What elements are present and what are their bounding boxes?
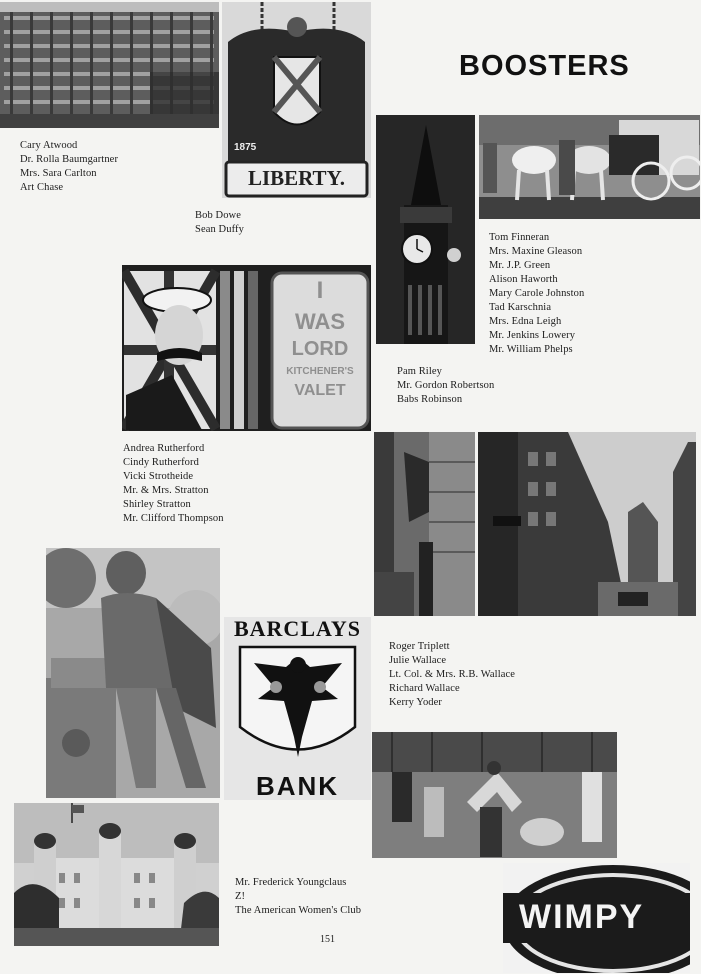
- booster-names-group-2: [195, 209, 244, 237]
- lord-kitchener-sign-photo: [122, 265, 371, 431]
- booster-name: Mrs. Sara Carlton: [20, 168, 97, 179]
- children-playing-photo: [372, 732, 617, 858]
- booster-name: Lt. Col. & Mrs. R.B. Wallace: [389, 669, 516, 680]
- booster-name: Alison Haworth: [489, 274, 558, 285]
- booster-name: Mr. Jenkins Lowery: [489, 330, 576, 341]
- booster-name: The American Women's Club: [235, 905, 362, 916]
- booster-name: Art Chase: [20, 182, 64, 193]
- booster-name: Mr. William Phelps: [489, 344, 573, 355]
- horse-carriage-photo: [479, 115, 700, 219]
- building-photo: [0, 2, 219, 128]
- booster-name: Dr. Rolla Baumgartner: [20, 154, 119, 165]
- lord-sign-line: WAS: [294, 309, 346, 334]
- booster-name: Vicki Strotheide: [123, 471, 194, 482]
- booster-name: Z!: [235, 891, 246, 902]
- liberty-year: 1875: [234, 142, 257, 153]
- wimpy-sign-photo: [503, 863, 690, 973]
- lord-sign-line: VALET: [294, 382, 346, 399]
- big-ben-photo: [376, 115, 475, 344]
- booster-names-group-1: [20, 139, 118, 195]
- booster-name: Roger Triplett: [389, 641, 450, 652]
- booster-name: Mr. J.P. Green: [489, 260, 551, 271]
- wimpy-sign-text: WIMPY: [519, 898, 645, 936]
- barclays-bank-sign-photo: [224, 617, 371, 800]
- lord-sign-text: [274, 279, 366, 399]
- booster-name: Tad Karschnia: [489, 302, 552, 313]
- booster-name: Bob Dowe: [195, 210, 242, 221]
- booster-name: Mrs. Edna Leigh: [489, 316, 562, 327]
- booster-name: Andrea Rutherford: [123, 443, 205, 454]
- booster-name: Mr. Frederick Youngclaus: [235, 877, 347, 888]
- booster-name: Babs Robinson: [397, 394, 463, 405]
- booster-name: Sean Duffy: [195, 224, 244, 235]
- page-title: BOOSTERS: [459, 50, 630, 82]
- booster-name: Pam Riley: [397, 366, 442, 377]
- booster-names-group-5: [123, 442, 224, 526]
- booster-names-group-3: [489, 231, 584, 357]
- lord-sign-line: LORD: [291, 338, 349, 360]
- booster-name: Kerry Yoder: [389, 697, 443, 708]
- liberty-sign-text: LIBERTY.: [247, 166, 346, 190]
- booster-name: Cindy Rutherford: [123, 457, 199, 468]
- statue-photo: [46, 548, 220, 798]
- booster-name: Tom Finneran: [489, 232, 550, 243]
- booster-name: Julie Wallace: [389, 655, 447, 666]
- barclays-sign-top: BARCLAYS: [233, 617, 361, 641]
- lord-sign-line: KITCHENER'S: [286, 366, 354, 377]
- barclays-sign-bottom: BANK: [255, 771, 340, 800]
- london-street-photo: [478, 432, 696, 616]
- booster-names-group-4: [397, 365, 494, 407]
- booster-name: Mr. Clifford Thompson: [123, 513, 224, 524]
- booster-name: Shirley Stratton: [123, 499, 191, 510]
- booster-name: Richard Wallace: [389, 683, 460, 694]
- booster-name: Mary Carole Johnston: [489, 288, 585, 299]
- booster-name: Cary Atwood: [20, 140, 78, 151]
- booster-name: Mrs. Maxine Gleason: [489, 246, 583, 257]
- booster-names-group-7: [235, 876, 361, 918]
- booster-name: Mr. Gordon Robertson: [397, 380, 495, 391]
- liberty-sign-photo: [222, 2, 371, 198]
- booster-name: Mr. & Mrs. Stratton: [123, 485, 209, 496]
- street-corner-photo: [374, 432, 475, 616]
- page-number: 151: [320, 934, 335, 945]
- lord-sign-line: I: [316, 277, 324, 304]
- booster-names-group-6: [389, 640, 515, 710]
- tower-of-london-photo: [14, 803, 219, 946]
